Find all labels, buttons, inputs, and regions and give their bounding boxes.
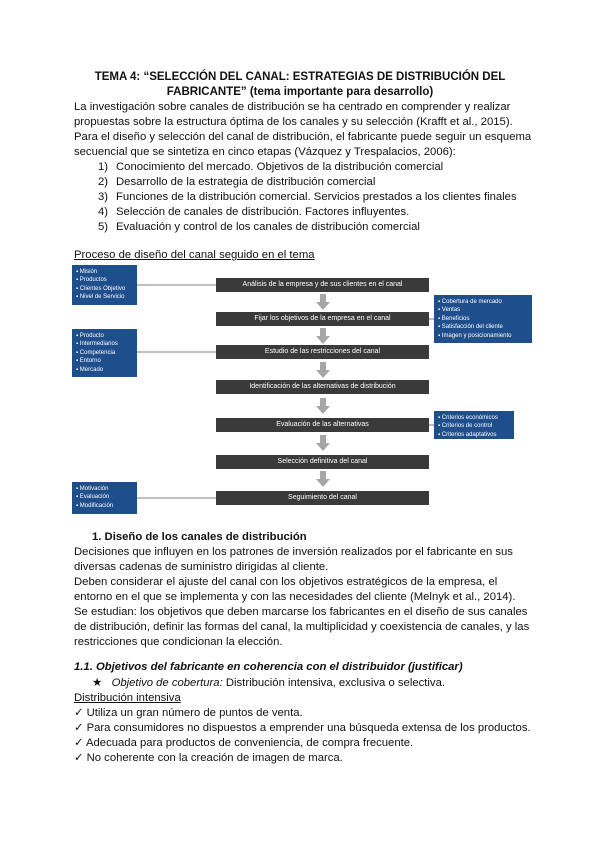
list-item: 5) Evaluación y control de los canales de distribución comercial (97, 221, 420, 233)
intro-paragraph-2: Para el diseño y selección del canal de distribución, el fabricante puede seguir un esquema secuencial que se sintetiza en cinco etapas (Vázquez y Trespalacios, 2006): (74, 131, 532, 158)
page-title: TEMA 4: “SELECCIÓN DEL CANAL: ESTRATEGIAS DE DISTRIBUCIÓN DEL FABRICANTE” (tema importante para desarrollo) (94, 71, 506, 98)
section-1-paragraph-1: Decisiones que influyen en los patrones de inversión realizados por el fabricante en sus diversas cadenas de suministro dirigidas al cliente. (74, 546, 513, 573)
step-alternatives: Identificación de las alternativas de distribución (216, 380, 429, 394)
step-evaluation: Evaluación de las alternativas (216, 418, 429, 432)
restrictions-input-box: ▪ Producto ▪ Intermediarios ▪ Competencia ▪ Entorno ▪ Mercado (72, 329, 137, 377)
evaluation-criteria-box: ▪ Criterios económicos ▪ Criterios de control ▪ Criterios adaptativos (434, 411, 514, 439)
subsection-1-1-heading: 1.1. Objetivos del fabricante en coherencia con el distribuidor (justificar) (74, 661, 463, 673)
star-icon: ★ (92, 677, 103, 689)
step-restrictions: Estudio de las restricciones del canal (216, 345, 429, 359)
followup-input-box: ▪ Motivación ▪ Evaluación ▪ Modificación (72, 482, 137, 514)
diagram-caption: Proceso de diseño del canal seguido en el tema (74, 249, 315, 261)
down-arrow-icon (316, 471, 330, 487)
step-objectives: Fijar los objetivos de la empresa en el canal (216, 312, 429, 326)
objectives-input-box: ▪ Misión ▪ Productos ▪ Clientes Objetivo ▪ Nivel de Servicio (72, 265, 137, 305)
intensive-heading: Distribución intensiva (74, 692, 181, 704)
intro-paragraph-1: La investigación sobre canales de distribución se ha centrado en comprender y realizar propuestas sobre la estructura óptima de los canales y su selección (Krafft et al., 2015). (74, 101, 513, 128)
down-arrow-icon (316, 294, 330, 310)
objectives-criteria-box: ▪ Cobertura de mercado ▪ Ventas ▪ Beneficios ▪ Satisfacción del cliente ▪ Imagen y posicionamiento (434, 295, 532, 343)
down-arrow-icon (316, 328, 330, 344)
check-item: ✓ Adecuada para productos de conveniencia, de compra frecuente. (74, 737, 414, 749)
check-item: ✓ Utiliza un gran número de puntos de venta. (74, 707, 303, 719)
section-1-heading: 1. Diseño de los canales de distribución (92, 531, 307, 543)
coverage-text: Distribución intensiva, exclusiva o selectiva. (222, 677, 445, 689)
section-1-paragraph-2: Deben considerar el ajuste del canal con los objetivos estratégicos de la empresa, el entorno en el que se implementa y con las necesidades del cliente (Melnyk et al., 2014). (74, 576, 516, 603)
list-item: 4) Selección de canales de distribución. Factores influyentes. (97, 206, 410, 218)
down-arrow-icon (316, 398, 330, 414)
down-arrow-icon (316, 362, 330, 378)
check-item: ✓ No coherente con la creación de imagen de marca. (74, 752, 343, 764)
check-item: ✓ Para consumidores no dispuestos a emprender una búsqueda extensa de los productos. (74, 722, 531, 734)
section-1-paragraph-3: Se estudian: los objetivos que deben marcarse los fabricantes en el diseño de sus canales de distribución, definir las formas del canal, la multiplicidad y coexistencia de canales, y las restricciones que condicionan la elección. (74, 606, 530, 648)
coverage-label: Objetivo de cobertura: (111, 677, 223, 689)
process-diagram (72, 263, 532, 513)
down-arrow-icon (316, 435, 330, 451)
list-item: 2) Desarrollo de la estrategia de distribución comercial (97, 176, 376, 188)
step-analysis: Análisis de la empresa y de sus clientes en el canal (216, 278, 429, 292)
step-followup: Seguimiento del canal (216, 491, 429, 505)
list-item: 1) Conocimiento del mercado. Objetivos de la distribución comercial (97, 161, 444, 173)
list-item: 3) Funciones de la distribución comercial. Servicios prestados a los clientes finales (97, 191, 517, 203)
stages-list (88, 160, 528, 235)
step-selection: Selección definitiva del canal (216, 455, 429, 469)
coverage-bullet (92, 676, 445, 691)
